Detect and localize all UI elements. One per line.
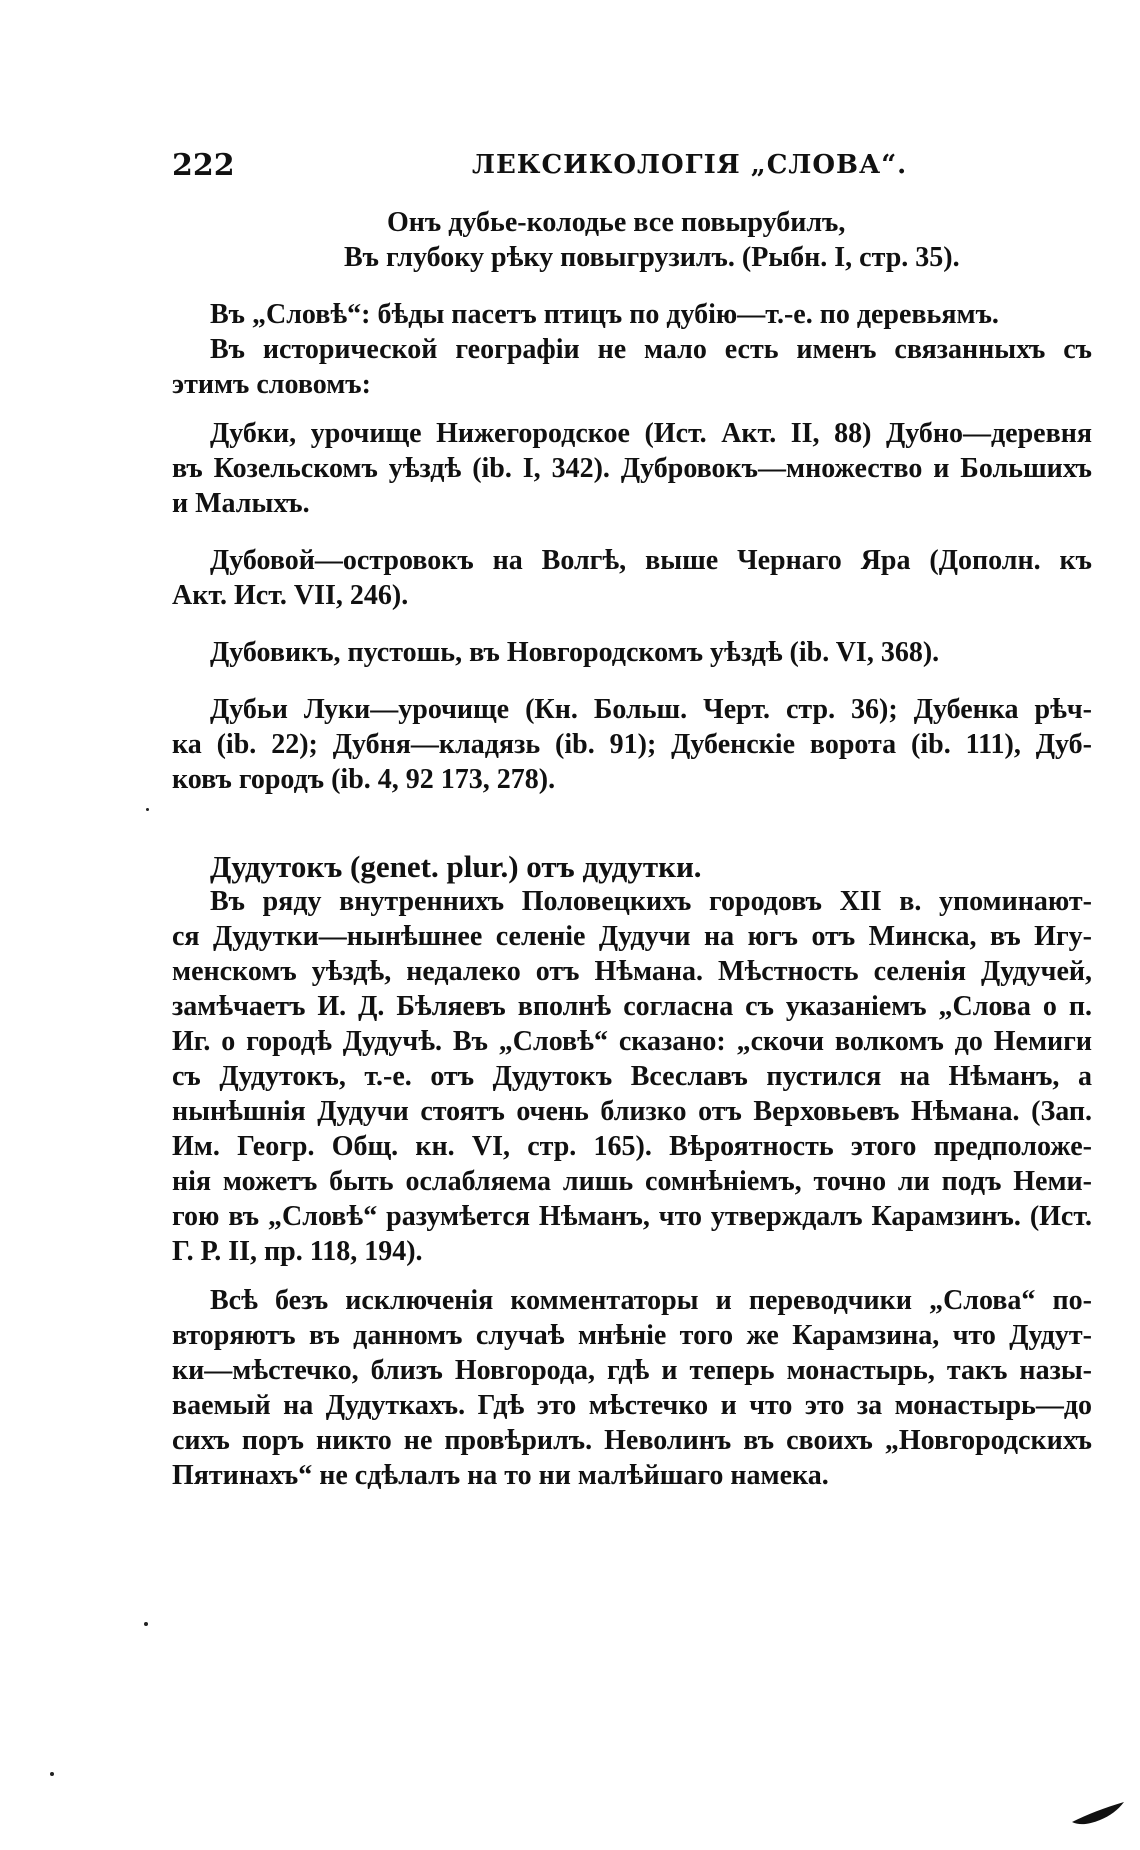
paragraph-line: сихъ поръ никто не провѣрилъ. Неволинъ въ своихъ „Новгородскихъ — [172, 1425, 1092, 1456]
paragraph-line: Въ ряду внутреннихъ Половецкихъ городовъ XII в. упоминают- — [210, 886, 1092, 917]
paragraph-line: гою въ „Словѣ“ разумѣется Нѣманъ, что утверждалъ Карамзинъ. (Ист. — [172, 1201, 1092, 1232]
scan-speck — [50, 1772, 54, 1776]
paragraph-line: менскомъ уѣздѣ, недалеко отъ Нѣмана. Мѣстность селенія Дудучей, — [172, 956, 1092, 987]
verse-line: Въ глубоку рѣку повыгрузилъ. (Рыбн. I, стр. 35). — [344, 242, 960, 273]
paragraph-line: ки—мѣстечко, близъ Новгорода, гдѣ и теперь монастырь, такъ назы- — [172, 1355, 1092, 1386]
running-head: ЛЕКСИКОЛОГІЯ „СЛОВА“. — [472, 150, 908, 180]
page-number: 222 — [172, 148, 235, 183]
paragraph-line: ковъ городъ (ib. 4, 92 173, 278). — [172, 764, 556, 795]
paragraph-line: Дубки, урочище Нижегородское (Ист. Акт. II, 88) Дубно—деревня — [210, 418, 1092, 449]
paragraph-line: Дубовикъ, пустошь, въ Новгородскомъ уѣздѣ (ib. VI, 368). — [210, 637, 940, 668]
paragraph-line: этимъ словомъ: — [172, 369, 371, 400]
paragraph-line: нія можетъ быть ослабляема лишь сомнѣніемъ, точно ли подъ Неми- — [172, 1166, 1092, 1197]
paragraph-line: Въ исторической географіи не мало есть именъ связанныхъ съ — [210, 334, 1092, 365]
paragraph-line: ся Дудутки—нынѣшнее селеніе Дудучи на югъ отъ Минска, въ Игу- — [172, 921, 1092, 952]
page-header — [172, 148, 1112, 188]
paragraph-line: Всѣ безъ исключенія комментаторы и переводчики „Слова“ по- — [210, 1285, 1092, 1316]
verse-line: Онъ дубье-колодье все повырубилъ, — [387, 207, 846, 238]
paragraph-line: вторяютъ въ данномъ случаѣ мнѣніе того же Карамзина, что Дудут- — [172, 1320, 1092, 1351]
paragraph-line: въ Козельскомъ уѣздѣ (ib. I, 342). Дубровокъ—множество и Большихъ — [172, 453, 1092, 484]
paragraph-line: Им. Геогр. Общ. кн. VI, стр. 165). Вѣроятность этого предположе- — [172, 1131, 1092, 1162]
paragraph-line: Акт. Ист. VII, 246). — [172, 580, 409, 611]
paragraph-line: замѣчаетъ И. Д. Бѣляевъ вполнѣ согласна съ указаніемъ „Слова о п. — [172, 991, 1092, 1022]
scan-speck — [144, 1622, 148, 1626]
paragraph-line: Дубовой—островокъ на Волгѣ, выше Чернаго Яра (Дополн. къ — [210, 545, 1092, 576]
paragraph-line: Въ „Словѣ“: бѣды пасетъ птицъ по дубію—т.-е. по деревьямъ. — [210, 299, 999, 330]
page-body — [172, 205, 1092, 1493]
paragraph-line: Дубьи Луки—урочище (Кн. Больш. Черт. стр. 36); Дубенка рѣч- — [210, 694, 1092, 725]
paragraph-line: съ Дудутокъ, т.-е. отъ Дудутокъ Всеславъ пустился на Нѣманъ, а — [172, 1061, 1092, 1092]
paragraph-line: Иг. о городѣ Дудучѣ. Въ „Словѣ“ сказано: „скочи волкомъ до Немиги — [172, 1026, 1092, 1057]
paragraph-line: Пятинахъ“ не сдѣлалъ на то ни малѣйшаго намека. — [172, 1460, 829, 1491]
paragraph-line: ка (ib. 22); Дубня—кладязь (ib. 91); Дубенскіе ворота (ib. 111), Дуб- — [172, 729, 1092, 760]
paragraph-line: и Малыхъ. — [172, 488, 310, 519]
quill-mark — [1070, 1800, 1126, 1828]
paragraph-line: Г. Р. II, пр. 118, 194). — [172, 1236, 423, 1267]
paragraph-line: нынѣшнія Дудучи стоятъ очень близко отъ Верховьевъ Нѣмана. (Зап. — [172, 1096, 1092, 1127]
scan-speck — [146, 808, 149, 811]
section-heading: Дудутокъ (genet. plur.) отъ дудутки. — [210, 849, 702, 884]
paragraph-line: ваемый на Дудуткахъ. Гдѣ это мѣстечко и что это за монастырь—до — [172, 1390, 1092, 1421]
